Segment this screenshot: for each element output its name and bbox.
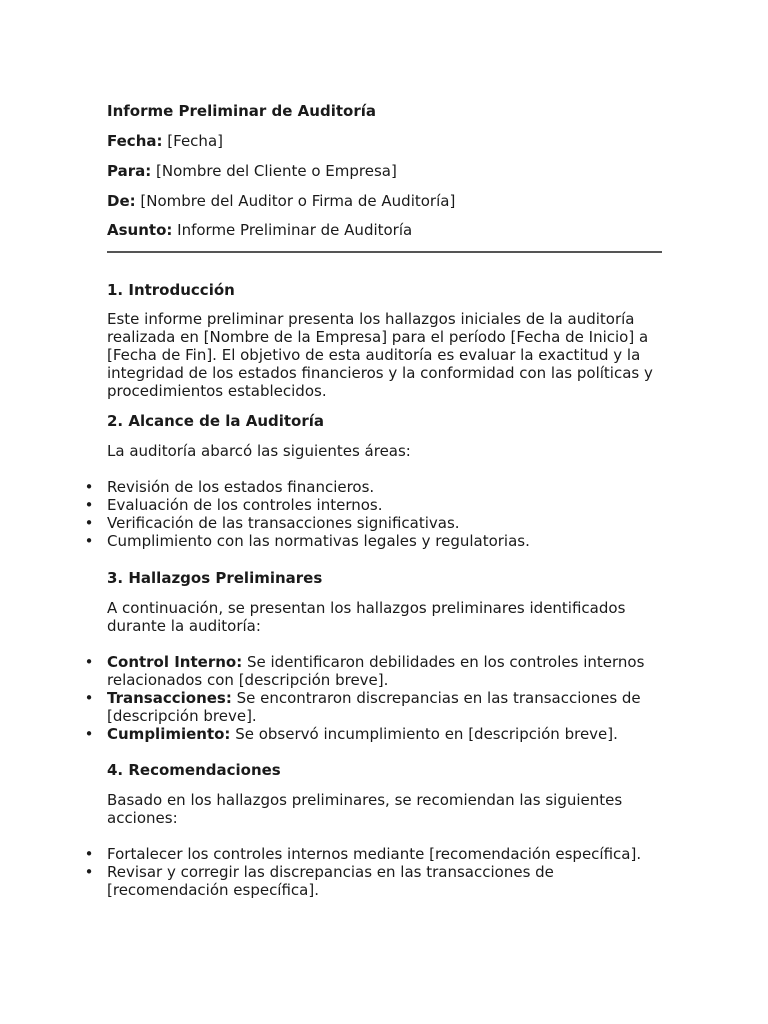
- bullet-icon: •: [84, 689, 94, 707]
- subject-line: [107, 221, 412, 239]
- finding-label: Transacciones:: [107, 689, 232, 707]
- finding-text: Se encontraron discrepancias en las transacciones de [descripción breve].: [107, 689, 641, 725]
- bullet-icon: •: [84, 496, 94, 514]
- finding-label: Control Interno:: [107, 653, 243, 671]
- scope-paragraph: La auditoría abarcó las siguientes áreas:: [107, 442, 411, 460]
- date-line: [107, 132, 223, 150]
- list-item: • Revisar y corregir las discrepancias en las transacciones de [recomendación específica].: [84, 863, 554, 899]
- section-heading-introduction: 1. Introducción: [107, 281, 235, 299]
- findings-paragraph: A continuación, se presentan los hallazgos preliminares identificados durante la auditoría:: [107, 599, 626, 635]
- bullet-icon: •: [84, 725, 94, 743]
- bullet-icon: •: [84, 532, 94, 550]
- section-heading-findings: 3. Hallazgos Preliminares: [107, 569, 323, 587]
- list-item: [84, 689, 662, 725]
- recipient-value: [Nombre del Cliente o Empresa]: [156, 162, 397, 180]
- subject-value: Informe Preliminar de Auditoría: [177, 221, 413, 239]
- section-heading-recommendations: 4. Recomendaciones: [107, 761, 281, 779]
- recommendations-paragraph: Basado en los hallazgos preliminares, se recomiendan las siguientes acciones:: [107, 791, 623, 827]
- list-item: • Verificación de las transacciones significativas.: [84, 514, 460, 532]
- recipient-line: [107, 162, 397, 180]
- document-title: Informe Preliminar de Auditoría: [107, 102, 376, 120]
- list-item: • Cumplimiento con las normativas legales y regulatorias.: [84, 532, 530, 550]
- list-item: [84, 725, 662, 743]
- finding-text: Se observó incumplimiento en [descripción breve].: [230, 725, 618, 743]
- scope-list: [84, 478, 662, 550]
- recipient-label: Para:: [107, 162, 152, 180]
- subject-label: Asunto:: [107, 221, 173, 239]
- bullet-icon: •: [84, 653, 94, 671]
- sender-value: [Nombre del Auditor o Firma de Auditoría]: [140, 192, 456, 210]
- finding-text: Se identificaron debilidades en los controles internos relacionados con [descripción breve].: [107, 653, 645, 689]
- list-item: • Fortalecer los controles internos mediante [recomendación específica].: [84, 845, 642, 863]
- bullet-icon: •: [84, 863, 94, 881]
- bullet-icon: •: [84, 514, 94, 532]
- list-item: • Revisión de los estados financieros.: [84, 478, 375, 496]
- sender-label: De:: [107, 192, 136, 210]
- date-label: Fecha:: [107, 132, 163, 150]
- finding-label: Cumplimiento:: [107, 725, 231, 743]
- list-item: [84, 653, 662, 689]
- findings-list: [84, 653, 662, 743]
- bullet-icon: •: [84, 845, 94, 863]
- introduction-paragraph: Este informe preliminar presenta los hallazgos iniciales de la auditoría realizada en [Nombre de la Empresa] para el período [Fecha de Inicio] a [Fecha de Fin]. El objetivo de esta auditoría es evaluar la exactitud y la integridad de los estados financieros y la conformidad con las políticas y procedimientos establecidos.: [107, 310, 653, 400]
- header-divider: [107, 251, 662, 253]
- date-value: [Fecha]: [167, 132, 223, 150]
- section-heading-scope: 2. Alcance de la Auditoría: [107, 412, 325, 430]
- list-item: • Evaluación de los controles internos.: [84, 496, 383, 514]
- recommendations-list: [84, 845, 662, 899]
- bullet-icon: •: [84, 478, 94, 496]
- sender-line: [107, 192, 455, 210]
